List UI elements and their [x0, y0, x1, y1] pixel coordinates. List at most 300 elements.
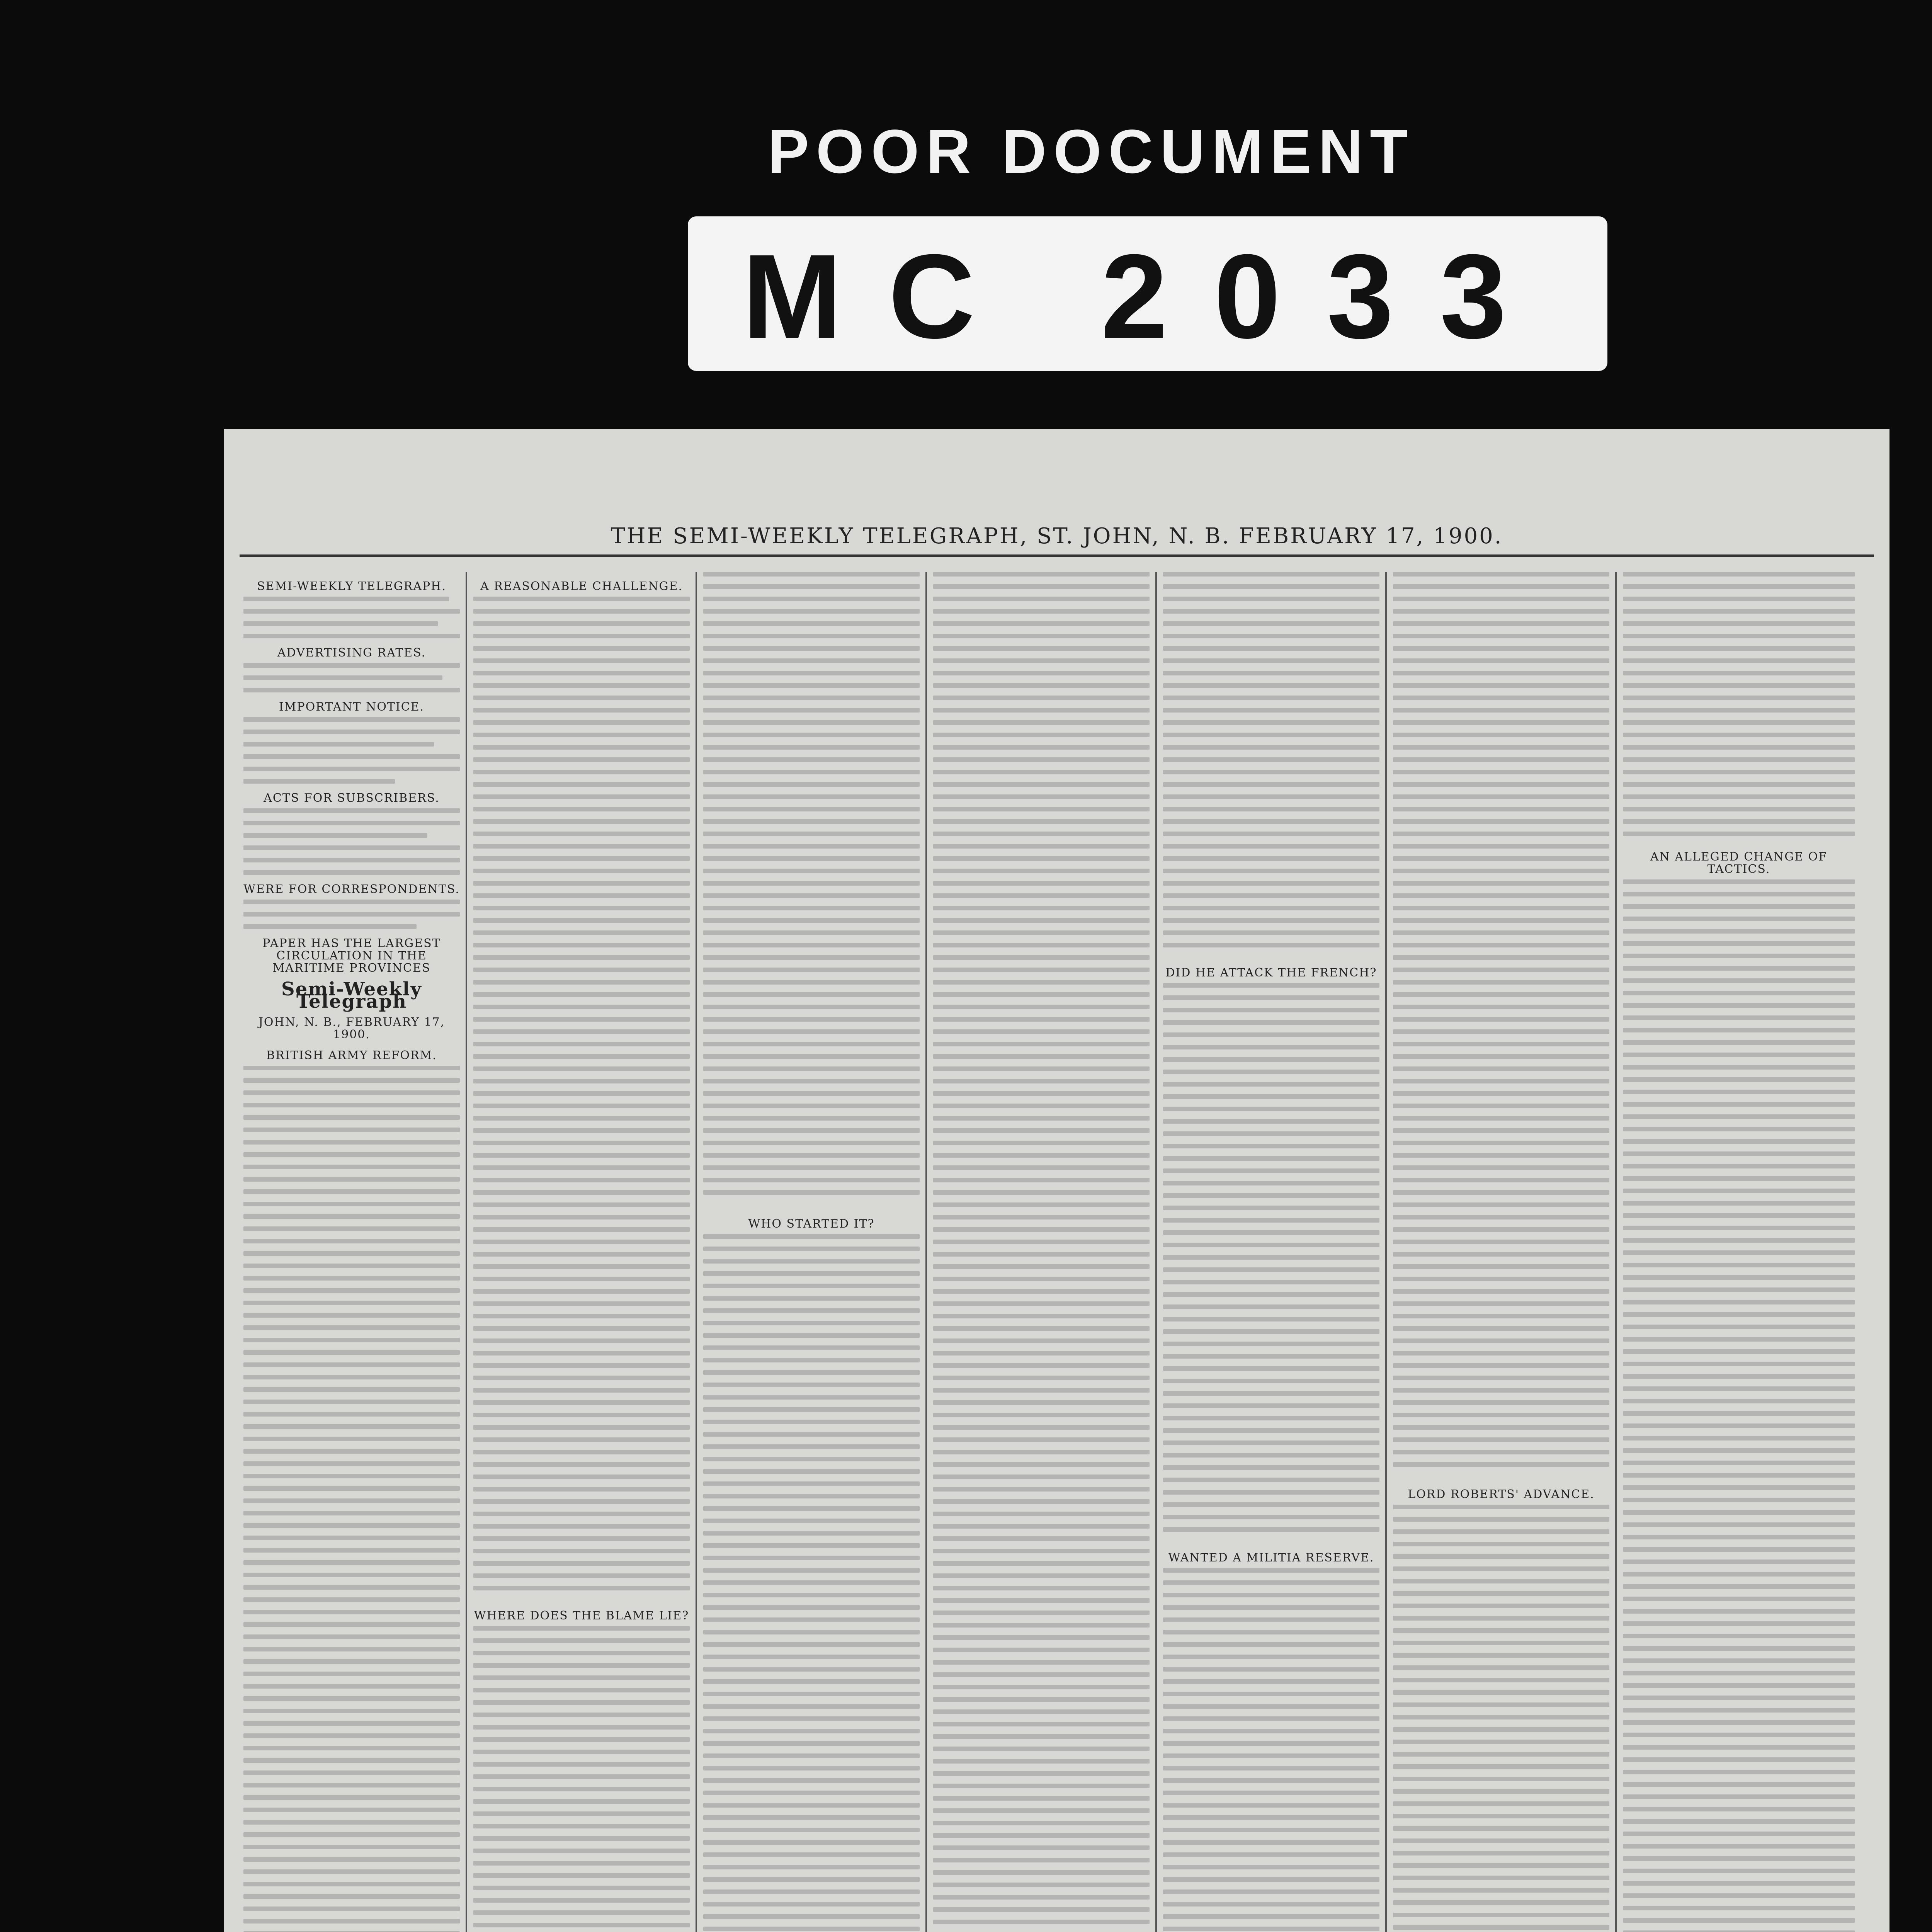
text-line — [243, 1746, 460, 1750]
text-line — [703, 1395, 920, 1400]
text-line — [1623, 1349, 1855, 1354]
text-line — [473, 1301, 690, 1306]
text-line — [703, 1655, 920, 1659]
text-line — [1393, 658, 1609, 663]
text-line — [703, 1407, 920, 1412]
text-line — [703, 1432, 920, 1437]
text-line — [703, 955, 920, 960]
text-line — [933, 1462, 1150, 1467]
text-line — [473, 1215, 690, 1219]
text-line — [473, 832, 690, 836]
text-line — [473, 658, 690, 663]
text-line — [1623, 1906, 1855, 1910]
text-line — [1163, 634, 1379, 638]
text-line — [1623, 733, 1855, 737]
text-line — [1163, 1630, 1379, 1634]
text-line — [1393, 1653, 1609, 1658]
text-line — [703, 1042, 920, 1046]
text-line — [933, 1808, 1150, 1813]
text-line — [473, 1388, 690, 1393]
text-line — [1393, 992, 1609, 997]
text-line — [933, 1722, 1150, 1726]
text-line — [473, 1202, 690, 1207]
text-line — [473, 1252, 690, 1257]
text-line — [1623, 1819, 1855, 1824]
text-line — [1163, 572, 1379, 577]
text-line — [1163, 597, 1379, 601]
paper-title: Semi-Weekly Telegraph — [281, 978, 422, 1012]
text-line — [1163, 770, 1379, 774]
text-line — [473, 1725, 690, 1730]
text-line — [243, 1511, 460, 1515]
text-line — [933, 1598, 1150, 1603]
text-line — [703, 720, 920, 725]
text-line — [1623, 609, 1855, 614]
text-line — [933, 745, 1150, 750]
text-line — [1623, 1003, 1855, 1008]
text-line — [1163, 1391, 1379, 1396]
text-line — [473, 621, 690, 626]
text-line — [1623, 621, 1855, 626]
text-line — [1393, 1227, 1609, 1232]
dateline: JOHN, N. B., FEBRUARY 17, 1900. — [258, 1015, 445, 1041]
text-line — [243, 900, 460, 904]
text-line — [1623, 1770, 1855, 1774]
text-line — [1623, 757, 1855, 762]
text-line — [1623, 1226, 1855, 1230]
text-line — [1623, 1683, 1855, 1688]
text-line — [1393, 1066, 1609, 1071]
text-line — [473, 844, 690, 849]
text-line — [243, 1672, 460, 1676]
text-line — [703, 1333, 920, 1338]
text-line — [703, 1531, 920, 1536]
text-line — [933, 1920, 1150, 1924]
text-line — [1393, 1851, 1609, 1855]
text-line — [243, 1585, 460, 1590]
text-line — [473, 1898, 690, 1903]
masthead: THE SEMI-WEEKLY TELEGRAPH, ST. JOHN, N. B. FEBRUARY 17, 1900. — [611, 524, 1503, 549]
text-line — [1393, 696, 1609, 700]
text-line — [473, 1128, 690, 1133]
text-line — [933, 1561, 1150, 1566]
text-line — [243, 833, 427, 838]
text-line — [933, 1784, 1150, 1788]
text-line — [703, 1630, 920, 1634]
text-line — [933, 634, 1150, 638]
text-line — [703, 1296, 920, 1301]
text-line — [933, 1870, 1150, 1875]
text-line — [243, 1869, 460, 1874]
text-line — [473, 1475, 690, 1479]
text-line — [473, 683, 690, 688]
text-line — [1393, 1579, 1609, 1583]
text-line — [1393, 1413, 1609, 1417]
text-line — [1163, 1478, 1379, 1482]
text-line — [473, 1376, 690, 1380]
text-line — [473, 1338, 690, 1343]
text-line — [1393, 906, 1609, 910]
text-line — [473, 906, 690, 910]
text-line — [243, 1709, 460, 1713]
text-line — [1393, 1715, 1609, 1719]
text-line — [933, 1400, 1150, 1405]
text-line — [473, 1425, 690, 1430]
text-line — [933, 1376, 1150, 1380]
text-line — [1163, 1428, 1379, 1433]
text-line — [473, 634, 690, 638]
text-line — [703, 856, 920, 861]
text-line — [1623, 770, 1855, 774]
text-line — [1393, 856, 1609, 861]
text-line — [703, 1345, 920, 1350]
text-line — [1163, 1280, 1379, 1284]
text-line — [1623, 1114, 1855, 1119]
text-line — [1163, 1655, 1379, 1659]
reasonable-challenge-heading: A REASONABLE CHALLENGE. — [480, 580, 683, 593]
text-line — [933, 1190, 1150, 1195]
column-1 — [243, 572, 460, 1932]
text-line — [1623, 1535, 1855, 1539]
text-line — [1163, 1617, 1379, 1622]
text-line — [243, 1449, 460, 1454]
text-line — [1623, 1275, 1855, 1280]
text-line — [473, 597, 690, 601]
text-line — [1393, 1153, 1609, 1158]
text-line — [473, 968, 690, 972]
text-line — [1163, 720, 1379, 725]
text-line — [473, 1487, 690, 1492]
text-line — [703, 918, 920, 923]
text-line — [933, 671, 1150, 675]
text-line — [1163, 1020, 1379, 1025]
text-line — [1163, 844, 1379, 849]
text-line — [1623, 1807, 1855, 1811]
text-line — [1393, 1190, 1609, 1195]
text-line — [1163, 696, 1379, 700]
text-line — [933, 943, 1150, 947]
text-line — [243, 1325, 460, 1330]
text-line — [1623, 1609, 1855, 1614]
text-line — [1163, 918, 1379, 923]
text-line — [933, 1314, 1150, 1318]
text-line — [1393, 1128, 1609, 1133]
text-line — [1393, 757, 1609, 762]
text-line — [703, 1605, 920, 1610]
text-line — [1163, 1181, 1379, 1185]
text-line — [703, 930, 920, 935]
text-line — [703, 1667, 920, 1672]
text-line — [1623, 892, 1855, 896]
text-line — [1623, 1362, 1855, 1366]
text-line — [1393, 671, 1609, 675]
text-line — [933, 1104, 1150, 1108]
text-line — [1623, 745, 1855, 750]
text-line — [1393, 1764, 1609, 1769]
text-line — [473, 609, 690, 614]
text-line — [703, 1054, 920, 1059]
text-line — [243, 1622, 460, 1627]
text-line — [933, 621, 1150, 626]
text-line — [933, 782, 1150, 787]
text-line — [933, 1796, 1150, 1801]
text-line — [243, 1214, 460, 1219]
column-rule — [925, 572, 927, 1932]
text-line — [243, 1733, 460, 1738]
text-line — [473, 1326, 690, 1331]
text-line — [933, 992, 1150, 997]
text-line — [933, 1029, 1150, 1034]
text-line — [1163, 1218, 1379, 1223]
text-line — [933, 1437, 1150, 1442]
text-line — [1393, 1740, 1609, 1744]
text-line — [243, 717, 460, 722]
text-line — [703, 572, 920, 577]
text-line — [933, 609, 1150, 614]
text-line — [1393, 584, 1609, 589]
text-line — [1163, 1094, 1379, 1099]
text-line — [1163, 1329, 1379, 1334]
text-line — [473, 1450, 690, 1454]
text-line — [933, 1499, 1150, 1504]
advertising-rates-heading: ADVERTISING RATES. — [277, 646, 426, 660]
text-line — [703, 1141, 920, 1145]
text-line — [703, 1803, 920, 1808]
text-line — [473, 745, 690, 750]
text-line — [703, 794, 920, 799]
text-line — [1623, 782, 1855, 787]
text-line — [1163, 683, 1379, 688]
text-line — [1623, 1510, 1855, 1515]
text-line — [473, 1700, 690, 1705]
text-line — [703, 683, 920, 688]
text-line — [1393, 881, 1609, 886]
text-line — [1393, 1314, 1609, 1318]
text-line — [1393, 1240, 1609, 1244]
text-line — [243, 1573, 460, 1577]
text-line — [703, 1178, 920, 1182]
text-line — [1163, 1914, 1379, 1919]
text-line — [1623, 1646, 1855, 1651]
text-line — [473, 1066, 690, 1071]
militia-reserve-heading: WANTED A MILITIA RESERVE. — [1168, 1551, 1374, 1565]
text-line — [243, 1424, 460, 1429]
text-line — [473, 1499, 690, 1504]
text-line — [1623, 1189, 1855, 1193]
text-line — [1163, 621, 1379, 626]
text-line — [473, 980, 690, 985]
text-line — [933, 757, 1150, 762]
text-line — [703, 1029, 920, 1034]
text-line — [1393, 1690, 1609, 1695]
text-line — [473, 1675, 690, 1680]
text-line — [1163, 1791, 1379, 1795]
text-line — [933, 1388, 1150, 1393]
text-line — [473, 1005, 690, 1009]
text-line — [1163, 1803, 1379, 1808]
text-line — [703, 1190, 920, 1195]
text-line — [703, 1284, 920, 1288]
text-line — [703, 745, 920, 750]
microfiche-code-bar — [688, 216, 1607, 371]
text-line — [1393, 634, 1609, 638]
text-line — [1163, 1168, 1379, 1173]
text-line — [1393, 869, 1609, 873]
column-rule — [1155, 572, 1157, 1932]
text-line — [473, 1737, 690, 1742]
text-line — [1623, 794, 1855, 799]
text-line — [933, 930, 1150, 935]
text-line — [243, 1808, 460, 1812]
text-line — [1623, 1028, 1855, 1032]
text-line — [933, 1672, 1150, 1677]
text-line — [473, 1713, 690, 1717]
text-line — [1163, 1255, 1379, 1260]
text-line — [473, 1116, 690, 1121]
text-line — [473, 1873, 690, 1878]
text-line — [473, 1227, 690, 1232]
text-line — [933, 1227, 1150, 1232]
text-line — [473, 1561, 690, 1566]
text-line — [1623, 1077, 1855, 1082]
text-line — [1163, 1642, 1379, 1647]
text-line — [1163, 1342, 1379, 1346]
text-line — [703, 1017, 920, 1022]
text-line — [1163, 1156, 1379, 1161]
text-line — [1623, 1015, 1855, 1020]
text-line — [1163, 1292, 1379, 1297]
text-line — [473, 1264, 690, 1269]
text-line — [473, 869, 690, 873]
text-line — [933, 1413, 1150, 1417]
text-line — [703, 634, 920, 638]
text-line — [1393, 1665, 1609, 1670]
text-line — [473, 930, 690, 935]
text-line — [473, 1861, 690, 1866]
column-1-body — [243, 1066, 460, 1932]
text-line — [1623, 1238, 1855, 1243]
text-line — [933, 1277, 1150, 1281]
text-line — [473, 1042, 690, 1046]
text-line — [933, 906, 1150, 910]
text-line — [933, 1153, 1150, 1158]
text-line — [703, 1692, 920, 1696]
text-line — [703, 658, 920, 663]
text-line — [1163, 1131, 1379, 1136]
text-line — [1393, 1450, 1609, 1454]
text-line — [1393, 1789, 1609, 1794]
text-line — [1393, 1838, 1609, 1843]
text-line — [1393, 1165, 1609, 1170]
text-line — [473, 1314, 690, 1318]
text-line — [1393, 1029, 1609, 1034]
text-line — [1393, 955, 1609, 960]
text-line — [243, 663, 460, 668]
text-line — [1623, 1053, 1855, 1057]
text-line — [1163, 1045, 1379, 1049]
text-line — [1393, 782, 1609, 787]
text-line — [1163, 906, 1379, 910]
text-line — [1163, 1366, 1379, 1371]
text-line — [703, 1902, 920, 1906]
text-line — [243, 1239, 460, 1243]
text-line — [933, 1524, 1150, 1529]
text-line — [1163, 1490, 1379, 1495]
text-line — [1623, 1461, 1855, 1465]
column-6 — [1393, 572, 1609, 1932]
important-notice-heading: IMPORTANT NOTICE. — [279, 700, 425, 714]
text-line — [1163, 856, 1379, 861]
text-line — [243, 1226, 460, 1231]
text-line — [473, 992, 690, 997]
text-line — [1623, 1856, 1855, 1861]
text-line — [1623, 1794, 1855, 1799]
text-line — [243, 730, 460, 734]
text-line — [933, 1549, 1150, 1553]
text-line — [703, 968, 920, 972]
text-line — [933, 881, 1150, 886]
text-line — [1393, 733, 1609, 737]
text-line — [1623, 1584, 1855, 1589]
text-line — [1393, 1104, 1609, 1108]
text-line — [1623, 1374, 1855, 1379]
text-line — [1623, 1386, 1855, 1391]
text-line — [933, 1833, 1150, 1838]
text-line — [1163, 881, 1379, 886]
text-line — [1163, 1593, 1379, 1597]
text-line — [1393, 1542, 1609, 1546]
text-line — [1163, 1852, 1379, 1857]
text-line — [1623, 708, 1855, 713]
text-line — [933, 1536, 1150, 1541]
text-line — [243, 1066, 460, 1070]
text-line — [1623, 1090, 1855, 1094]
text-line — [1393, 1264, 1609, 1269]
text-line — [1623, 1287, 1855, 1292]
text-line — [1623, 1560, 1855, 1564]
text-line — [703, 819, 920, 824]
text-line — [473, 1638, 690, 1643]
text-line — [473, 1462, 690, 1467]
text-line — [243, 1103, 460, 1107]
text-line — [703, 869, 920, 873]
column-2 — [473, 572, 690, 1932]
text-line — [1623, 1745, 1855, 1750]
text-line — [933, 968, 1150, 972]
column-rule — [466, 572, 467, 1932]
text-line — [933, 572, 1150, 577]
text-line — [1393, 1801, 1609, 1806]
text-line — [243, 1783, 460, 1787]
text-line — [473, 1824, 690, 1828]
text-line — [243, 1128, 460, 1132]
text-line — [703, 584, 920, 589]
text-line — [243, 1684, 460, 1689]
text-line — [1623, 1337, 1855, 1342]
text-line — [703, 1865, 920, 1869]
text-line — [703, 1469, 920, 1474]
text-line — [703, 782, 920, 787]
text-line — [703, 980, 920, 985]
text-line — [1623, 819, 1855, 824]
text-line — [1163, 943, 1379, 947]
text-line — [933, 1178, 1150, 1182]
text-line — [473, 1054, 690, 1059]
text-line — [703, 906, 920, 910]
text-line — [933, 1487, 1150, 1492]
text-line — [703, 1506, 920, 1511]
text-line — [1393, 1252, 1609, 1257]
